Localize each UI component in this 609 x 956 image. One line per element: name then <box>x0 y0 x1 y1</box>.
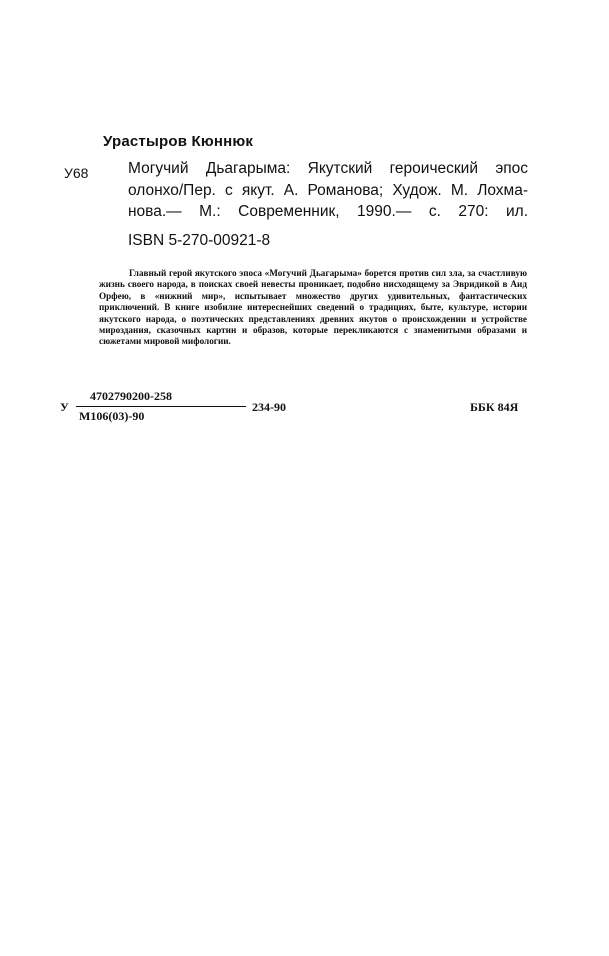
classification-code: У68 <box>64 165 89 181</box>
index-suffix: 234-90 <box>252 400 286 414</box>
annotation-text: Главный герой якутского эпоса «Могучий Дьагарыма» борется против сил зла, за счастливую жизнь своего народа, в поисках своей невесты проникает, подобно нисходящему за Эвридикой в Аид Орфею, в «нижний мир», испытывает множество других удивительных, фантастических приключений. В книге изобилие интереснейших сведений о традициях, быте, культуре, истории якутского народа, о поэтических представлениях древних якутов о происхождении и устройстве мироздания, сказочных картин и образов, которые перекликаются с знаменитыми образами и сюжетами мировой мифологии. <box>99 268 527 347</box>
annotation <box>99 268 527 348</box>
bibliographic-description <box>128 158 528 223</box>
biblio-line: Могучий Дьагарыма: Якутский героический эпос <box>128 160 528 177</box>
index-letter: У <box>60 400 69 414</box>
fraction-bar <box>76 406 246 407</box>
biblio-line: олонхо/Пер. с якут. А. Романова; Худож. М. Лохма- <box>128 181 528 199</box>
index-denominator: М106(03)-90 <box>79 409 145 423</box>
author-name: Урастыров Кюннюк <box>103 133 254 150</box>
isbn-number: ISBN 5-270-00921-8 <box>128 232 271 249</box>
biblio-line: нова.— М.: Современник, 1990.— с. 270: ил. <box>128 203 528 220</box>
bbk-code: ББК 84Я <box>470 400 519 414</box>
index-numerator: 4702790200-258 <box>90 389 172 403</box>
